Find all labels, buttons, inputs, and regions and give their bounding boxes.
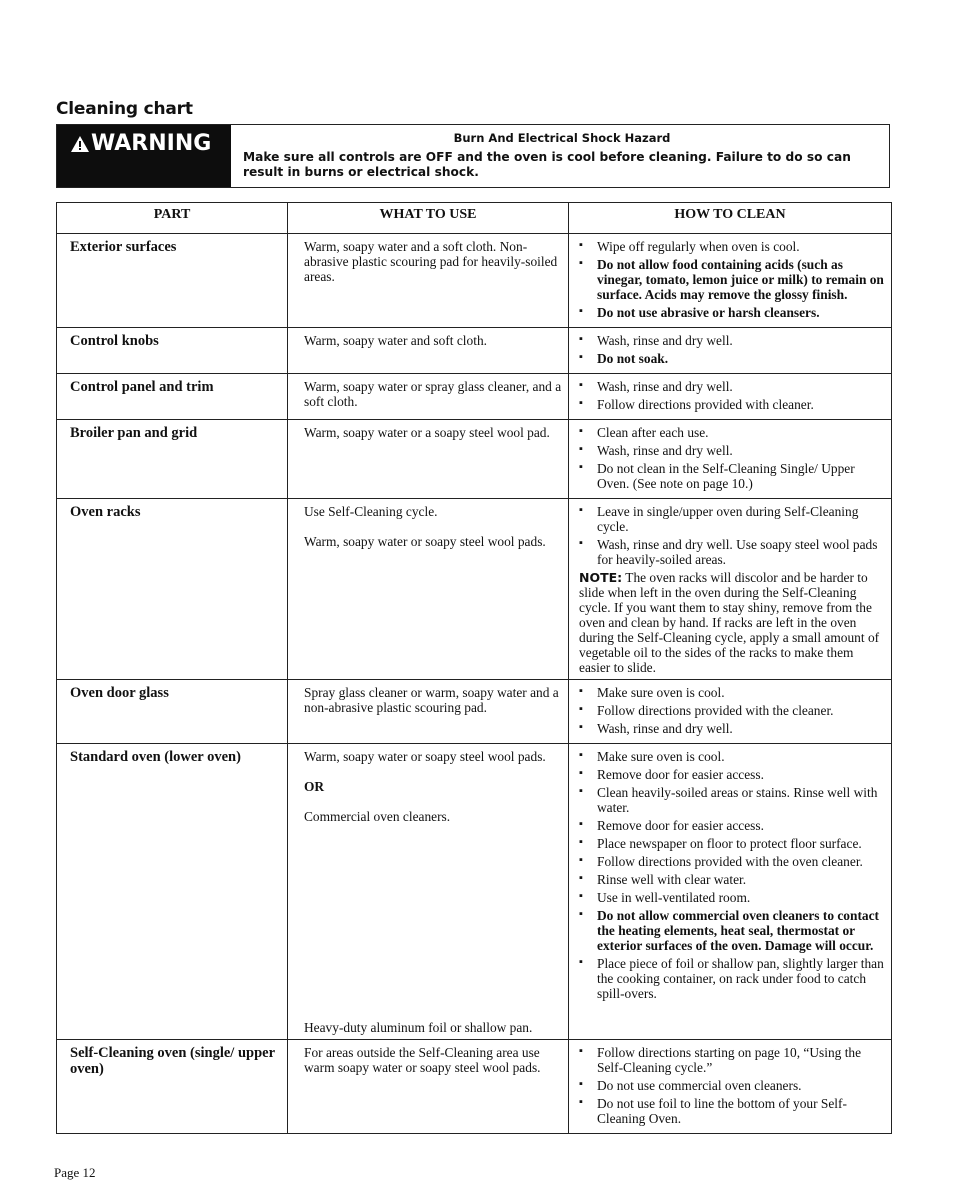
table-row: [57, 744, 892, 1040]
use-text: Heavy-duty aluminum foil or shallow pan.: [304, 1020, 533, 1035]
part-cell: Broiler pan and grid: [57, 420, 288, 499]
what-to-use-cell: [288, 680, 569, 744]
use-text: For areas outside the Self-Cleaning area use warm soapy water or soapy steel wool pads.: [304, 1045, 541, 1075]
use-text: Warm, soapy water or soapy steel wool pads.: [304, 534, 546, 549]
list-item: ▪ Follow directions provided with the oven cleaner.: [579, 854, 887, 869]
part-cell: Oven racks: [57, 499, 288, 680]
list-item: ▪ Remove door for easier access.: [579, 767, 887, 782]
what-to-use-cell: [288, 744, 569, 1040]
how-to-clean-cell: [569, 680, 892, 744]
note-label: NOTE:: [579, 570, 623, 585]
header-part: PART: [57, 203, 288, 234]
list-item: ▪ Do not clean in the Self-Cleaning Single/ Upper Oven. (See note on page 10.): [579, 461, 887, 491]
table-row: [57, 1040, 892, 1134]
table-row: [57, 680, 892, 744]
list-item: ▪ Use in well-ventilated room.: [579, 890, 887, 905]
how-to-clean-cell: [569, 744, 892, 1040]
use-text: Commercial oven cleaners.: [304, 809, 451, 824]
table-row: [57, 328, 892, 374]
list-item: ▪ Place piece of foil or shallow pan, slightly larger than the cooking container, on rack under food to catch spill-overs.: [579, 956, 887, 1001]
list-item: ▪ Remove door for easier access.: [579, 818, 887, 833]
use-text: Warm, soapy water or soapy steel wool pads.: [304, 749, 546, 764]
use-text: Spray glass cleaner or warm, soapy water and a non-abrasive plastic scouring pad.: [304, 685, 559, 715]
list-item: ▪ Wash, rinse and dry well.: [579, 443, 887, 458]
list-item: ▪ Wash, rinse and dry well.: [579, 333, 887, 348]
how-to-clean-cell: [569, 420, 892, 499]
use-text: Warm, soapy water or spray glass cleaner, and a soft cloth.: [304, 379, 562, 409]
how-to-clean-cell: [569, 234, 892, 328]
warning-label-text: WARNING: [91, 131, 212, 156]
list-item: ▪ Clean heavily-soiled areas or stains. Rinse well with water.: [579, 785, 887, 815]
use-text: Warm, soapy water and a soft cloth. Non-abrasive plastic scouring pad for heavily-soiled areas.: [304, 239, 558, 284]
warning-heading: Burn And Electrical Shock Hazard: [453, 131, 671, 145]
list-item: ▪ Do not use foil to line the bottom of your Self-Cleaning Oven.: [579, 1096, 887, 1126]
table-row: [57, 499, 892, 680]
what-to-use-cell: [288, 1040, 569, 1134]
page-title: Cleaning chart: [56, 99, 193, 119]
how-to-clean-cell: [569, 499, 892, 680]
table-row: [57, 374, 892, 420]
part-cell: Control knobs: [57, 328, 288, 374]
table-header-row: [57, 203, 892, 234]
warning-triangle-icon: [71, 136, 89, 152]
table-row: [57, 234, 892, 328]
list-item: ▪ Do not allow food containing acids (such as vinegar, tomato, lemon juice or milk) to remain on surface. Acids may remove the glossy finish.: [579, 257, 887, 302]
list-item: ▪ Rinse well with clear water.: [579, 872, 887, 887]
header-what-to-use: WHAT TO USE: [288, 203, 569, 234]
list-item: ▪ Do not use commercial oven cleaners.: [579, 1078, 887, 1093]
what-to-use-cell: [288, 328, 569, 374]
use-text: Warm, soapy water and soft cloth.: [304, 333, 487, 348]
list-item: ▪ Place newspaper on floor to protect floor surface.: [579, 836, 887, 851]
header-how-to-clean: HOW TO CLEAN: [569, 203, 892, 234]
what-to-use-cell: [288, 374, 569, 420]
what-to-use-cell: [288, 234, 569, 328]
table-row: [57, 420, 892, 499]
use-text: Use Self-Cleaning cycle.: [304, 504, 438, 519]
list-item: ▪ Wipe off regularly when oven is cool.: [579, 239, 887, 254]
list-item: ▪ Follow directions starting on page 10, “Using the Self-Cleaning cycle.”: [579, 1045, 887, 1075]
warning-box: [56, 124, 890, 188]
use-text: Warm, soapy water or a soapy steel wool pad.: [304, 425, 550, 440]
list-item: ▪ Do not allow commercial oven cleaners to contact the heating elements, heat seal, thermostat or exterior surfaces of the oven. Damage will occur.: [579, 908, 887, 953]
list-item: ▪ Leave in single/upper oven during Self-Cleaning cycle.: [579, 504, 887, 534]
page-number: Page 12: [54, 1165, 96, 1180]
note-text: The oven racks will discolor and be harder to slide when left in the oven during the Self-Cleaning cycle. If you want them to stay shiny, remove from the oven and clean by hand. If racks are left in the oven during the Self-Cleaning cycle, apply a small amount of vegetable oil to the sides of the racks to make them easier to slide.: [579, 570, 880, 675]
how-to-clean-cell: [569, 374, 892, 420]
part-cell: Exterior surfaces: [57, 234, 288, 328]
list-item: ▪ Do not use abrasive or harsh cleansers.: [579, 305, 887, 320]
list-item: ▪ Follow directions provided with cleaner.: [579, 397, 887, 412]
list-item: ▪ Follow directions provided with the cleaner.: [579, 703, 887, 718]
cleaning-chart-table: [56, 202, 892, 1134]
note-paragraph: [579, 570, 887, 675]
list-item: ▪ Make sure oven is cool.: [579, 685, 887, 700]
part-cell: Standard oven (lower oven): [57, 744, 288, 1040]
part-cell: Self-Cleaning oven (single/ upper oven): [57, 1040, 288, 1134]
list-item: ▪ Wash, rinse and dry well.: [579, 721, 887, 736]
list-item: ▪ Wash, rinse and dry well.: [579, 379, 887, 394]
warning-body: Make sure all controls are OFF and the oven is cool before cleaning. Failure to do so can result in burns or electrical shock.: [243, 150, 851, 179]
part-cell: Oven door glass: [57, 680, 288, 744]
how-to-clean-cell: [569, 1040, 892, 1134]
what-to-use-cell: [288, 499, 569, 680]
what-to-use-cell: [288, 420, 569, 499]
list-item: ▪ Do not soak.: [579, 351, 887, 366]
list-item: ▪ Wash, rinse and dry well. Use soapy steel wool pads for heavily-soiled areas.: [579, 537, 887, 567]
list-item: ▪ Make sure oven is cool.: [579, 749, 887, 764]
warning-label: [57, 125, 231, 187]
how-to-clean-cell: [569, 328, 892, 374]
use-or-text: OR: [304, 779, 325, 794]
list-item: ▪ Clean after each use.: [579, 425, 887, 440]
part-cell: Control panel and trim: [57, 374, 288, 420]
